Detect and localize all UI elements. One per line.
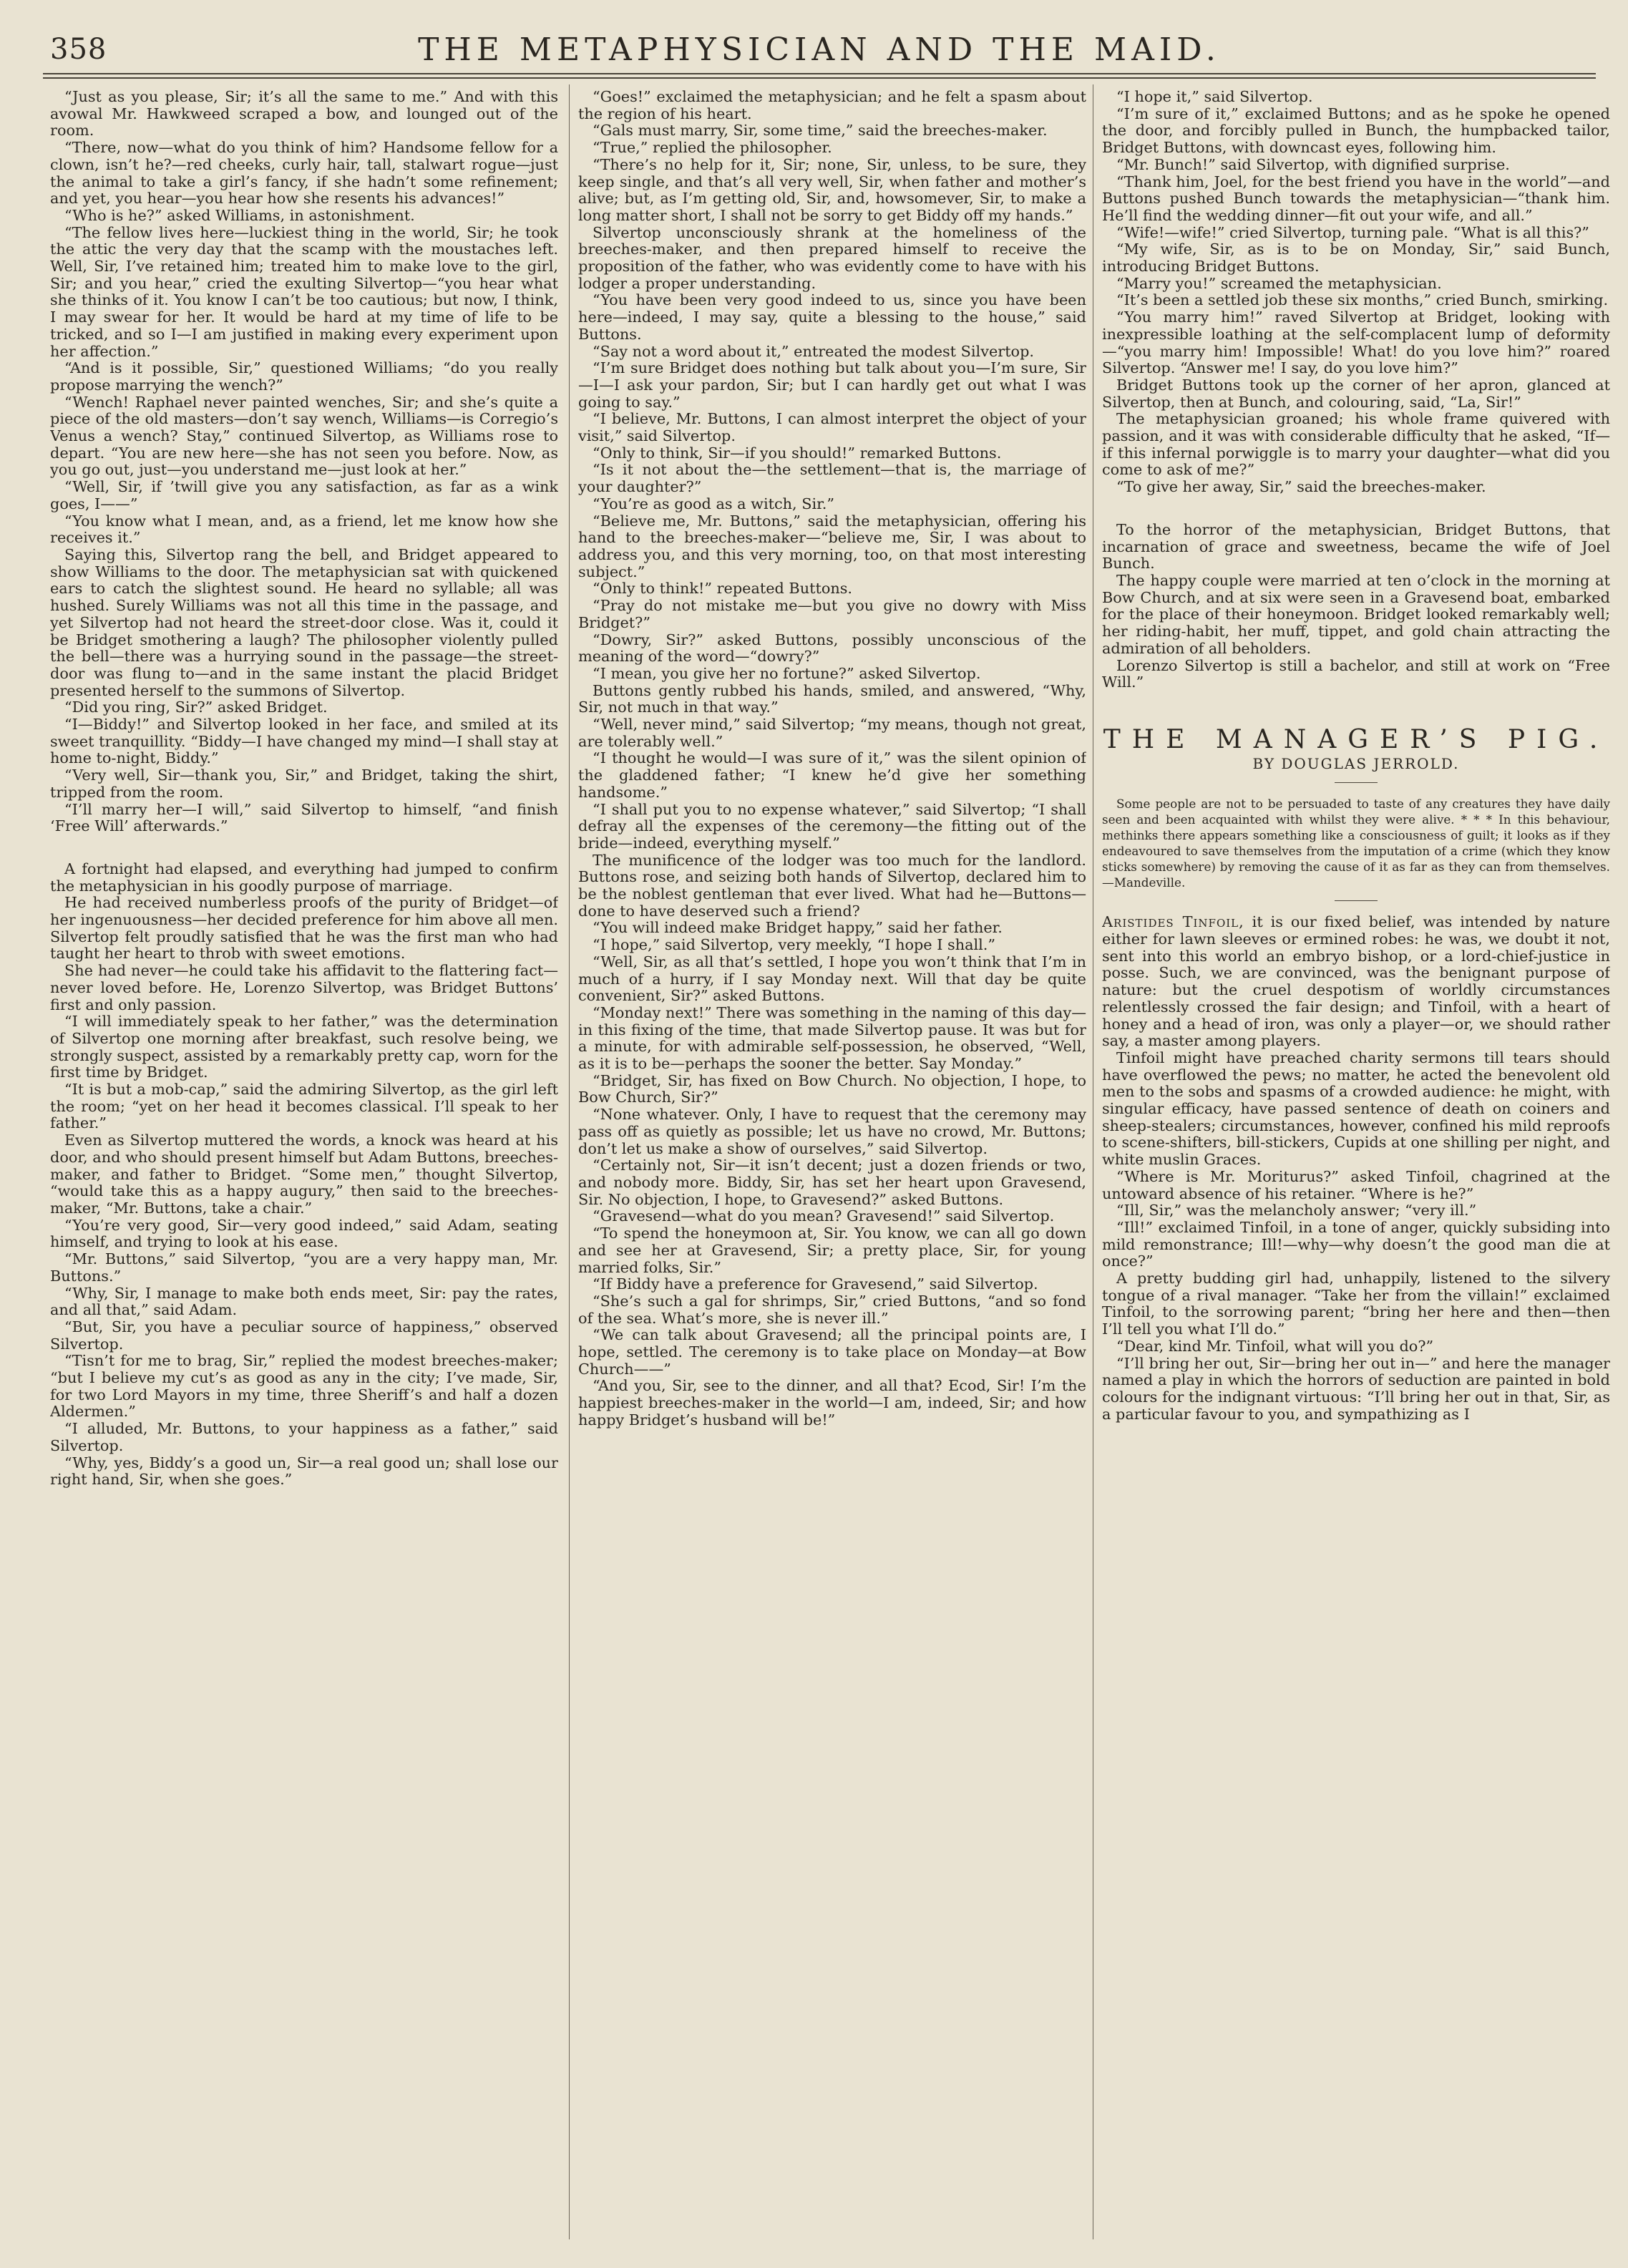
page-number: 358 (50, 33, 107, 66)
paragraph: “I hope it,” said Silvertop. (1116, 89, 1313, 105)
paragraph: A pretty budding girl had, unhappily, listened to the silvery tongue of a rival manager. “Take her from the villain!” exclaimed Tinfoil, to the sorrowing parent; “bring her here and then—then I’ll tell you what I’ll do.” (1102, 1270, 1610, 1338)
paragraph: “True,” replied the philosopher. (593, 139, 832, 157)
paragraph: “Thank him, Joel, for the best friend you have in the world”—and Buttons pushed Bunch towards the metaphysician—“thank him. He’ll find the wedding dinner—fit out your wife, and all.” (1102, 172, 1610, 224)
paragraph: “Where is Mr. Moriturus?” asked Tinfoil, chagrined at the untoward absence of his retainer. “Where is he?” (1102, 1167, 1610, 1202)
opening-name: Aristides Tinfoil, (1102, 913, 1244, 931)
paragraph: “I believe, Mr. Buttons, I can almost interpret the object of your visit,” said Silvertop. (578, 410, 1086, 445)
paragraph: “You marry him!” raved Silvertop at Bridget, looking with inexpressible loathing at the self-complacent lump of deformity—“you marry him! Impossible! What! do you love him?” roared Silvertop. “Answer me! I say, do you love him?” (1102, 308, 1610, 377)
paragraph: “Mr. Bunch!” said Silvertop, with dignified surprise. (1116, 155, 1510, 173)
header-rule (43, 73, 1596, 74)
article-title: THE MANAGER’S PIG. (1103, 724, 1609, 754)
paragraph: Bridget Buttons took up the corner of her apron, glanced at Silvertop, then at Bunch, and colouring, said, “La, Sir!” (1102, 376, 1610, 411)
paragraph: “To spend the honeymoon at, Sir. You know, we can all go down and see her at Gravesend, Sir; a pretty place, Sir, for young married folks, Sir.” (578, 1225, 1086, 1276)
paragraph: “I alluded, Mr. Buttons, to your happiness as a father,” said Silvertop. (50, 1420, 558, 1454)
paragraph: “I’ll bring her out, Sir—bring her out in—” and here the manager named a play in which the horrors of seduction are painted in bold colours for the indignant virtuous: “I’ll bring her out in that, Sir, as a particular favour to you, and sympathizing as I (1102, 1354, 1610, 1423)
paragraph: “Ill, Sir,” was the melancholy answer; “very ill.” (1116, 1202, 1477, 1220)
paragraph: “Gravesend—what do you mean? Gravesend!” said Silvertop. (593, 1207, 1055, 1225)
paragraph: “Goes!” exclaimed the metaphysician; and he felt a spasm about the region of his heart. (578, 89, 1086, 122)
paragraph: “Dowry, Sir?” asked Buttons, possibly unconscious of the meaning of the word—“dowry?” (578, 631, 1086, 666)
paragraph: “I thought he would—I was sure of it,” was the silent opinion of the gladdened father; “I knew he’d give her something handsome.” (578, 749, 1086, 801)
paragraph: The munificence of the lodger was too much for the landlord. Buttons rose, and seizing both hands of Silvertop, declared him to be the noblest gentleman that ever lived. What had he—Buttons—done to have deserved such a friend? (578, 851, 1086, 920)
paragraph: “None whatever. Only, I have to request that the ceremony may pass off as quietly as possible; let us have no crowd, Mr. Buttons; don’t let us make a show of ourselves,” said Silvertop. (578, 1106, 1086, 1157)
paragraph: To the horror of the metaphysician, Bridget Buttons, that incarnation of grace and sweetness, became the wife of Joel Bunch. (1102, 520, 1610, 573)
paragraph: “I will immediately speak to her father,” was the determination of Silvertop one morning after breakfast, such resolve being, we strongly suspect, assisted by a remarkably pretty cap, worn for the first time by Bridget. (50, 1013, 558, 1081)
paragraph: “Very well, Sir—thank you, Sir,” and Bridget, taking the shirt, tripped from the room. (50, 766, 558, 801)
paragraph: “Bridget, Sir, has fixed on Bow Church. No objection, I hope, to Bow Church, Sir?” (578, 1071, 1086, 1106)
paragraph: “She’s such a gal for shrimps, Sir,” cried Buttons, “and so fond of the sea. What’s more, she is never ill.” (578, 1292, 1086, 1327)
paragraph: “Only to think, Sir—if you should!” remarked Buttons. (593, 444, 1002, 462)
paragraph: “Why, yes, Biddy’s a good un, Sir—a real good un; shall lose our right hand, Sir, when she goes.” (50, 1454, 558, 1489)
paragraph: “And you, Sir, see to the dinner, and all that? Ecod, Sir! I’m the happiest breeches-maker in the world—I am, indeed, Sir; and how happy Bridget’s husband will be!” (578, 1377, 1086, 1429)
epigraph-rule (1335, 900, 1378, 901)
paragraph: He had received numberless proofs of the purity of Bridget—of her ingenuousness—her decided preference for him above all men. Silvertop felt proudly satisfied that he was the first man who had taught her heart to throb with sweet emotions. (50, 894, 558, 963)
paragraph: “Dear, kind Mr. Tinfoil, what will you do?” (1116, 1337, 1434, 1355)
paragraph: “Is it not about the—the settlement—that is, the marriage of your daughter?” (578, 461, 1086, 496)
opening-text: it is our fixed belief, was intended by nature either for lawn sleeves or ermined robes: he was, we doubt it not, sent into this world an embryo bishop, or a lord-chief-justice in posse. Such, we are convinced, was the benignant purpose of nature: but the cruel despotism of worldly circumstances relentlessly crossed the fair design; and Tinfoil, with a heart of honey and a head of iron, was only a player—or, we should rather say, a master among players. (1102, 913, 1610, 1050)
header-rule-second (43, 77, 1596, 79)
paragraph: “Ill!” exclaimed Tinfoil, in a tone of anger, quickly subsiding into mild remonstrance; Ill!—why—why doesn’t the good man die at once?” (1102, 1218, 1610, 1270)
paragraph: “I’m sure Bridget does nothing but talk about you—I’m sure, Sir—I—I ask your pardon, Sir; but I can hardly get out what I was going to say.” (578, 359, 1086, 411)
running-title: THE METAPHYSICIAN AND THE MAID. (418, 31, 1221, 68)
paragraph: “Did you ring, Sir?” asked Bridget. (64, 699, 328, 716)
paragraph: “But, Sir, you have a peculiar source of happiness,” observed Silvertop. (50, 1318, 558, 1353)
paragraph: “Marry you!” screamed the metaphysician. (1116, 274, 1442, 292)
epigraph: Some people are not to be persuaded to taste of any creatures they have daily seen and been acquainted with whilst they were alive. * * * In this behaviour, methinks there appears something like a consciousness of guilt; it looks as if they endeavoured to save themselves from the imputation of a crime (which they know sticks somewhere) by removing the cause of it as far as they can from themselves.—Mandeville. (1102, 797, 1610, 890)
paragraph: “Wife!—wife!” cried Silvertop, turning pale. “What is all this?” (1116, 223, 1589, 241)
paragraph: She had never—he could take his affidavit to the flattering fact—never loved before. He, Lorenzo Silvertop, was Bridget Buttons’ first and only passion. (50, 962, 558, 1013)
column-three (1102, 89, 1610, 2248)
story-conclusion (1102, 522, 1610, 691)
article-byline: BY DOUGLAS JERROLD. (1252, 754, 1460, 772)
paragraph: “Certainly not, Sir—it isn’t decent; just a dozen friends or two, and nobody more. Biddy, Sir, has set her heart upon Gravesend, Sir. No objection, I hope, to Gravesend?” asked Buttons. (578, 1157, 1086, 1208)
paragraph: “Monday next!” There was something in the naming of this day—in this fixing of the time, that made Silvertop pause. It was but for a minute, for with admirable self-possession, he observed, “Well, as it is to be—perhaps the sooner the better. Say Monday.” (578, 1003, 1086, 1073)
paragraph: “Only to think!” repeated Buttons. (593, 580, 853, 598)
paragraph: “I hope,” said Silvertop, very meekly, “I hope I shall.” (593, 936, 996, 954)
paragraph: Buttons gently rubbed his hands, smiled, and answered, “Why, Sir, not much in that way.” (578, 681, 1086, 716)
article-opening-paragraph (1102, 914, 1610, 1050)
column-rule-left (569, 84, 570, 2239)
paragraph: “There, now—what do you think of him? Handsome fellow for a clown, isn’t he?—red cheeks, curly hair, tall, stalwart rogue—just the animal to take a girl’s fancy, if she hadn’t some refinement; and yet, you hear—you hear how she resents his advances!” (50, 139, 558, 208)
paragraph: “And is it possible, Sir,” questioned Williams; “do you really propose marrying the wench?” (50, 359, 558, 394)
paragraph: “You have been very good indeed to us, since you have been here—indeed, I may say, quite a blessing to the house,” said Buttons. (578, 291, 1086, 343)
paragraph: The happy couple were married at ten o’clock in the morning at Bow Church, and at six were seen in a Gravesend boat, embarked for the place of their honeymoon. Bridget looked remarkably well; her riding-habit, her muff, tippet, and gold chain attracting the admiration of all beholders. (1102, 571, 1610, 657)
paragraph: “Say not a word about it,” entreated the modest Silvertop. (593, 342, 1034, 360)
paragraph: “You’re as good as a witch, Sir.” (593, 495, 835, 512)
paragraph: The metaphysician groaned; his whole frame quivered with passion, and it was with considerable difficulty that he asked, “If—if this infernal porwiggle is to marry your daughter—what did you come to ask of me?” (1102, 410, 1610, 479)
paragraph: “You will indeed make Bridget happy,” said her father. (593, 919, 1003, 937)
paragraph: “Tisn’t for me to brag, Sir,” replied the modest breeches-maker; “but I believe my cut’s as good as any in the city; I’ve made, Sir, for two Lord Mayors in my time, three Sheriff’s and half a dozen Aldermen.” (50, 1352, 558, 1421)
paragraph: “There’s no help for it, Sir; none, Sir, unless, to be sure, they keep single, and that’s all very well, Sir, when father and mother’s alive; but, as I’m getting old, Sir, and, howsomever, Sir, to make a long matter short, I shall not be sorry to get Biddy off my hands.” (578, 155, 1086, 224)
paragraph: “Well, Sir, if ’twill give you any satisfaction, as far as a wink goes, I——” (50, 478, 558, 512)
paragraph: Tinfoil might have preached charity sermons till tears should have overflowed the pews; no matter, he acted the benevolent old men to the sobs and spasms of a crowded audience: he might, with singular efficacy, have passed sentence of death on coiners and sheep-stealers; circumstances, however, confined his mild reproofs to scene-shifters, bill-stickers, Cupids at one shilling per night, and white muslin Graces. (1102, 1048, 1610, 1169)
paragraph: A fortnight had elapsed, and everything had jumped to confirm the metaphysician in his goodly purpose of marriage. (50, 860, 558, 895)
paragraph: “I’m sure of it,” exclaimed Buttons; and as he spoke he opened the door, and forcibly pulled in Bunch, the humpbacked tailor, Bridget Buttons, with downcast eyes, following him. (1102, 104, 1610, 157)
paragraph: “I’ll marry her—I will,” said Silvertop to himself, “and finish ‘Free Will’ afterwards.” (50, 800, 558, 835)
paragraph: Silvertop unconsciously shrank at the homeliness of the breeches-maker, and then prepared himself to receive the proposition of the father, who was evidently come to have with his lodger a proper understanding. (578, 223, 1086, 292)
paragraph: “Pray do not mistake me—but you give no dowry with Miss Bridget?” (578, 597, 1086, 631)
paragraph: “Believe me, Mr. Buttons,” said the metaphysician, offering his hand to the breeches-maker—“believe me, Sir, I was about to address you, and this very morning, too, on that most interesting subject.” (578, 512, 1086, 580)
paragraph: “Wench! Raphael never painted wenches, Sir; and she’s quite a piece of the old masters—don’t say wench, Williams—is Corregio’s Venus a wench? Stay,” continued Silvertop, as Williams rose to depart. “You are new here—she has not seen you before. Now, as you go out, just—you understand me—just look at her.” (50, 393, 558, 479)
paragraph: “Who is he?” asked Williams, in astonishment. (64, 206, 415, 224)
paragraph: “Mr. Buttons,” said Silvertop, “you are a very happy man, Mr. Buttons.” (50, 1250, 558, 1285)
story-continuation (1102, 89, 1610, 496)
paragraph: “To give her away, Sir,” said the breeches-maker. (1116, 478, 1486, 496)
byline-rule (1335, 782, 1378, 783)
paragraph: “The fellow lives here—luckiest thing in the world, Sir; he took the attic the very day that the scamp with the moustaches left. Well, Sir, I’ve retained him; treated him to make love to the girl, Sir; and you hear,” cried the exulting Silvertop—“you hear what she thinks of it. You know I can’t be too cautious; but now, I think, I may swear for her. It would be hard at my time of life to be tricked, and so I—I am justified in making every experiment upon her affection.” (50, 223, 558, 360)
paragraph: “If Biddy have a preference for Gravesend,” said Silvertop. (593, 1275, 1038, 1293)
paragraph: “You know what I mean, and, as a friend, let me know how she receives it.” (50, 512, 558, 547)
paragraph: “I mean, you give her no fortune?” asked Silvertop. (593, 664, 981, 682)
column-two (578, 89, 1086, 2248)
paragraph: Lorenzo Silvertop is still a bachelor, and still at work on “Free Will.” (1102, 656, 1610, 691)
paragraph: Even as Silvertop muttered the words, a knock was heard at his door, and who should present himself but Adam Buttons, breeches-maker, and father to Bridget. “Some men,” thought Silvertop, “would take this as a happy augury,” then said to the breeches-maker, “Mr. Buttons, take a chair.” (50, 1131, 558, 1217)
article-body (1102, 1050, 1610, 1423)
paragraph: “Gals must marry, Sir, some time,” said the breeches-maker. (593, 122, 1048, 140)
paragraph: “Well, Sir, as all that’s settled, I hope you won’t think that I’m in much of a hurry, if I say Monday next. Will that day be quite convenient, Sir?” asked Buttons. (578, 953, 1086, 1005)
paragraph: “I—Biddy!” and Silvertop looked in her face, and smiled at its sweet tranquillity. “Biddy—I have changed my mind—I shall stay at home to-night, Biddy.” (50, 716, 558, 767)
paragraph: “It’s been a settled job these six months,” cried Bunch, smirking. (1116, 291, 1609, 309)
paragraph: “Well, never mind,” said Silvertop; “my means, though not great, are tolerably well.” (578, 716, 1086, 750)
paragraph: “We can talk about Gravesend; all the principal points are, I hope, settled. The ceremony is to take place on Monday—at Bow Church——” (578, 1326, 1086, 1378)
paragraph: “I shall put you to no expense whatever,” said Silvertop; “I shall defray all the expenses of the ceremony—the fitting out of the bride—indeed, everything myself.” (578, 800, 1086, 852)
page-header (43, 27, 1596, 70)
paragraph: “Just as you please, Sir; it’s all the same to me.” And with this avowal Mr. Hawkweed scraped a bow, and lounged out of the room. (50, 89, 558, 140)
paragraph: “My wife, Sir, as is to be on Monday, Sir,” said Bunch, introducing Bridget Buttons. (1102, 240, 1610, 276)
paragraph: “It is but a mob-cap,” said the admiring Silvertop, as the girl left the room; “yet on her head it becomes classical. I’ll speak to her father.” (50, 1081, 558, 1132)
paragraph: Saying this, Silvertop rang the bell, and Bridget appeared to show Williams to the door. The metaphysician sat with quickened ears to catch the slightest sound. He heard no syllable; all was hushed. Surely Williams was not all this time in the passage, and yet Silvertop had not heard the street-door close. Was it, could it be Bridget smothering a laugh? The philosopher violently pulled the bell—there was a hurrying sound in the passage—the street-door was flung to—and in the same instant the placid Bridget presented herself to the summons of Silvertop. (50, 545, 558, 699)
column-one (50, 89, 558, 2248)
paragraph: “You’re very good, Sir—very good indeed,” said Adam, seating himself, and trying to look at his ease. (50, 1216, 558, 1251)
paragraph: “Why, Sir, I manage to make both ends meet, Sir: pay the rates, and all that,” said Adam. (50, 1284, 558, 1319)
